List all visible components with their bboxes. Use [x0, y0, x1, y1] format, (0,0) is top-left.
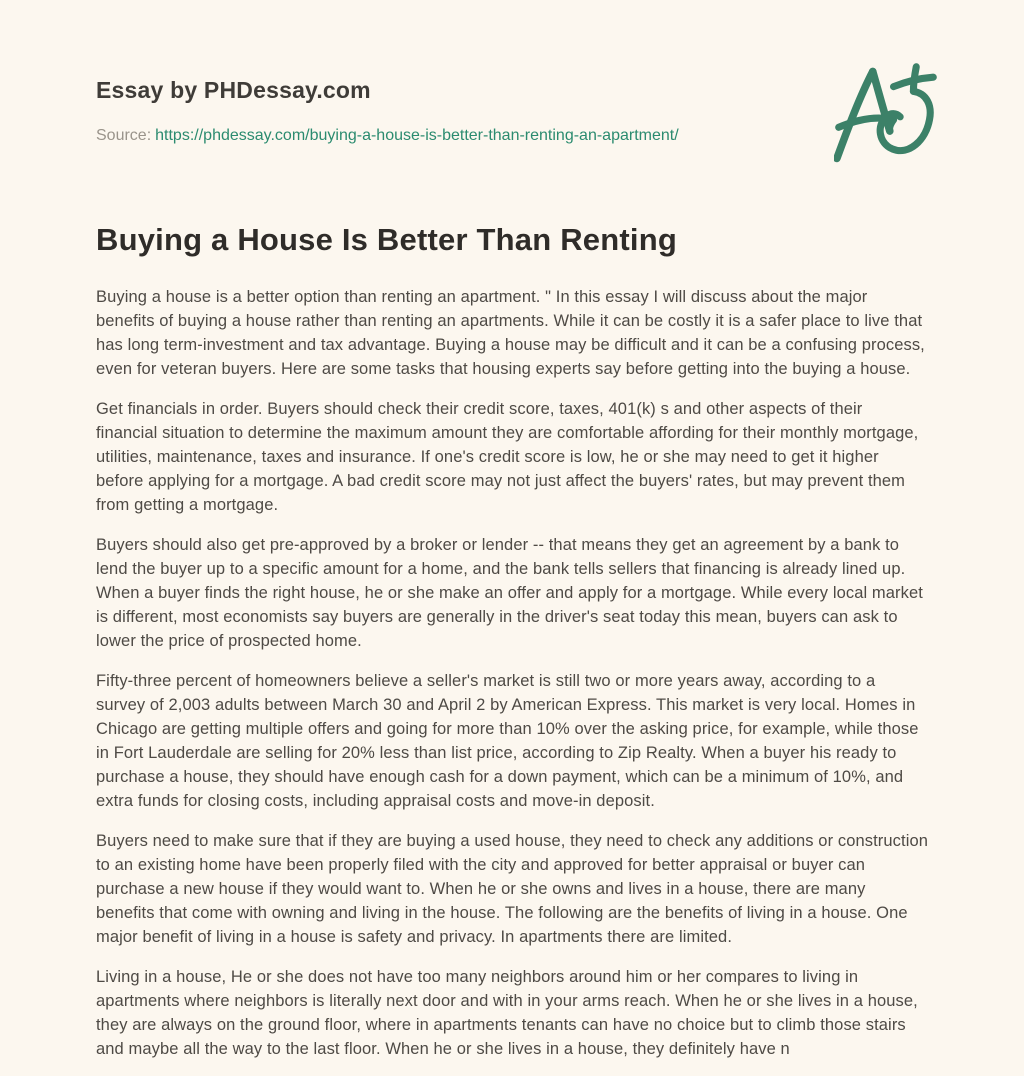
essay-paragraph: Buyers should also get pre-approved by a broker or lender -- that means they get an agreement by a bank to lend the buyer up to a specific amount for a home, and the bank tells sellers that financing is already lined up. When a buyer finds the right house, he or she make an offer and apply for a mortgage. While every local market is different, most economists say buyers are generally in the driver's seat today this mean, buyers can ask to lower the price of prospected home.	[96, 536, 923, 650]
phdessay-logo	[834, 62, 938, 168]
essay-paragraph: Fifty-three percent of homeowners believe a seller's market is still two or more years away, according to a survey of 2,003 adults between March 30 and April 2 by American Express. This market is very local. Homes in Chicago are getting multiple offers and going for more than 10% over the asking price, for example, while those in Fort Lauderdale are selling for 20% less than list price, according to Zip Realty. When a buyer his ready to purchase a house, they should have enough cash for a down payment, which can be a minimum of 10%, and extra funds for closing costs, including appraisal costs and move-in deposit.	[96, 672, 919, 810]
a-plus-logo-icon	[834, 62, 938, 168]
source-label: Source:	[96, 127, 152, 144]
essay-paragraph: Living in a house, He or she does not have too many neighbors around him or her compares to living in apartments where neighbors is literally next door and with in your arms reach. When he or she lives in a house, they are always on the ground floor, where in apartments tenants can have no choice but to climb those stairs and maybe all the way to the last floor. When he or she lives in a house, they definitely have n	[96, 968, 918, 1058]
source-link[interactable]: https://phdessay.com/buying-a-house-is-better-than-renting-an-apartment/	[155, 127, 679, 144]
essay-paragraph: Buyers need to make sure that if they are buying a used house, they need to check any additions or construction to an existing home have been properly filed with the city and approved for better appraisal or buyer can purchase a new house if they would want to. When he or she owns and lives in a house, there are many benefits that come with owning and living in the house. The following are the benefits of living in a house. One major benefit of living in a house is safety and privacy. In apartments there are limited.	[96, 832, 929, 946]
page-header	[96, 76, 928, 147]
essay-paragraph: Buying a house is a better option than renting an apartment. " In this essay I will discuss about the major benefits of buying a house rather than renting an apartments. While it can be costly it is a safer place to live that has long term-investment and tax advantage. Buying a house may be difficult and it can be a confusing process, even for veteran buyers. Here are some tasks that housing experts say before getting into the buying a house.	[96, 288, 925, 378]
source-line	[96, 125, 928, 147]
byline: Essay by PHDessay.com	[96, 77, 371, 103]
essay-paragraph: Get financials in order. Buyers should check their credit score, taxes, 401(k) s and other aspects of their financial situation to determine the maximum amount they are comfortable affording for their monthly mortgage, utilities, maintenance, taxes and insurance. If one's credit score is low, he or she may need to get it higher before applying for a mortgage. A bad credit score may not just affect the buyers' rates, but may prevent them from getting a mortgage.	[96, 400, 919, 514]
essay-body	[96, 285, 928, 1061]
essay-title: Buying a House Is Better Than Renting	[96, 222, 677, 257]
